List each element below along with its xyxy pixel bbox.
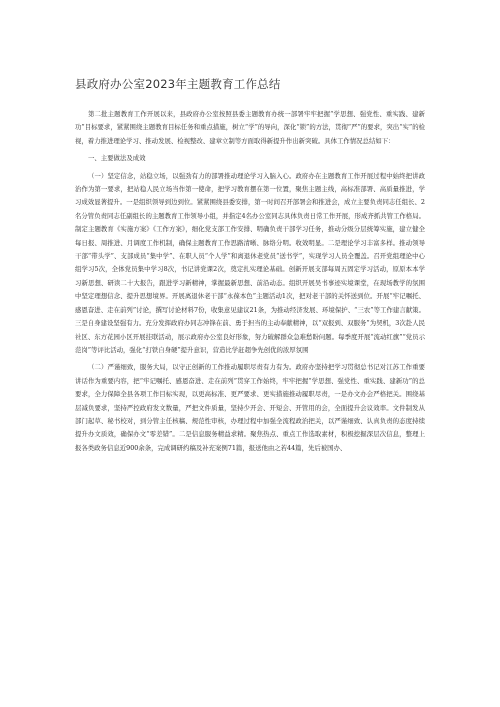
section-heading: 一、主要做法及成效 bbox=[88, 154, 146, 163]
body-paragraph-1: （一）坚定信念，站稳立场，以强劲有力的部署推动理论学习入脑入心。政府办在主题教育工作开展过程中始终把讲政治作为第一要求，把站稳人民立场当作第一使命，把学习教育摆在第一位置，聚焦主题主线，高标准部署、高质量推进，学习成效显著提升。一是组织领导到边到位。紧紧围绕县委安排，第一时间召开部署会和推进会，成立主要负责同志任组长、2名分管负责同志任副组长的主题教育工作领导小组，并指定4名办公室同志具体负责日常工作开展，形成齐抓共管工作格局。制定主题教育《实施方案》《工作方案》，细化党支部工作安排、明确负责干部学习任务，推动分级分层统筹实施，建立健全每日报、周推进、月调度工作机制，确保主题教育工作思路清晰、脉络分明。收效明显。二是理论学习丰富多样。推动领导干部“带头学”、支部成员“集中学”、在职人员“个人学”和离退休老党员“送书学”，实现学习人员全覆盖。召开党组理论中心组学习5次，全体党员集中学习8次，书记讲党课2次，奠定扎实理论基础。创新开展支部每周五固定学习活动，原原本本学习新思想、研读二十大报告，跟进学习新精神，掌握最新思想、前沿动态。组织开展吴书事迹实境课堂，在现场教学的氛围中坚定理想信念、提升思想境界。开展离退休老干部“永葆本色”主题活动1次，把对老干部的关怀送到位。开展“牢记嘱托、感恩奋进、走在前列”讨论，撰写讨论材料7份，收集意见建议21条，为推动经济发展、环境保护、“三农”等工作建言献策。三是自身建设坚强有力。充分发挥政府办同志冲锋在前、勇于担当的主动奉献精神，以“双报到、双服务”为契机，3次赴人民社区、东方花园小区开展挂联活动，展示政府办公室良好形象，努力破解群众急难愁盼问题。每季度开展“流动红旗”“党员示范岗”等评比活动，强化“打铁自身硬”提升意识，营造比学赶超争先创优的浓厚氛围 bbox=[75, 171, 425, 354]
intro-paragraph: 第二批主题教育工作开展以来，县政府办公室按照县委主题教育办统一部署牢牢把握“学思想、强党性、重实践、建新功”目标要求，紧紧围绕主题教育目标任务和重点措施，树立“学”的导向，深化“锁”的方法，贯彻“严”的要求，突出“实”的检视，着力推进理论学习、推动发展、检视整改、建章立制等方面取得新提升作出新突破。具体工作情况总结如下： bbox=[75, 110, 425, 145]
document-title: 县政府办公室2023年主题教育工作总结 bbox=[75, 77, 281, 91]
body-paragraph-2: （二）严谨细致，服务大局，以守正创新的工作推动履职尽责有力有为。政府办坚持把学习贯彻总书记对江苏工作重要讲话作为重要内容，把“牢记嘱托、感恩奋进、走在前列”贯穿工作始终，牢牢把握“学思想、强党性、重实践、建新功”的总要求，全力保障全县各项工作目标实现，以更高标准、更严要求、更实措施推动履职尽责，一是办文办会严格把关。围绕基层减负要求，坚持严控政府发文数量，严把文件质量，坚持少开会、开短会、开管用的会，全面提升会议效率。文件制发从部门起草、秘书校对，到分管主任核稿、规范性审核，办理过程中加强全流程政治把关，以严谨细致、认真负责的态度持续提升办文质效，确保办文“零差错”。二是信息服务精益求精。聚焦热点、重点工作选取素材，积极挖掘深层次信息，整理上报各类政务信息近900余条，完成调研约稿及补充案例71篇，报送他由之若44篇，先后被国办、 bbox=[75, 363, 425, 452]
